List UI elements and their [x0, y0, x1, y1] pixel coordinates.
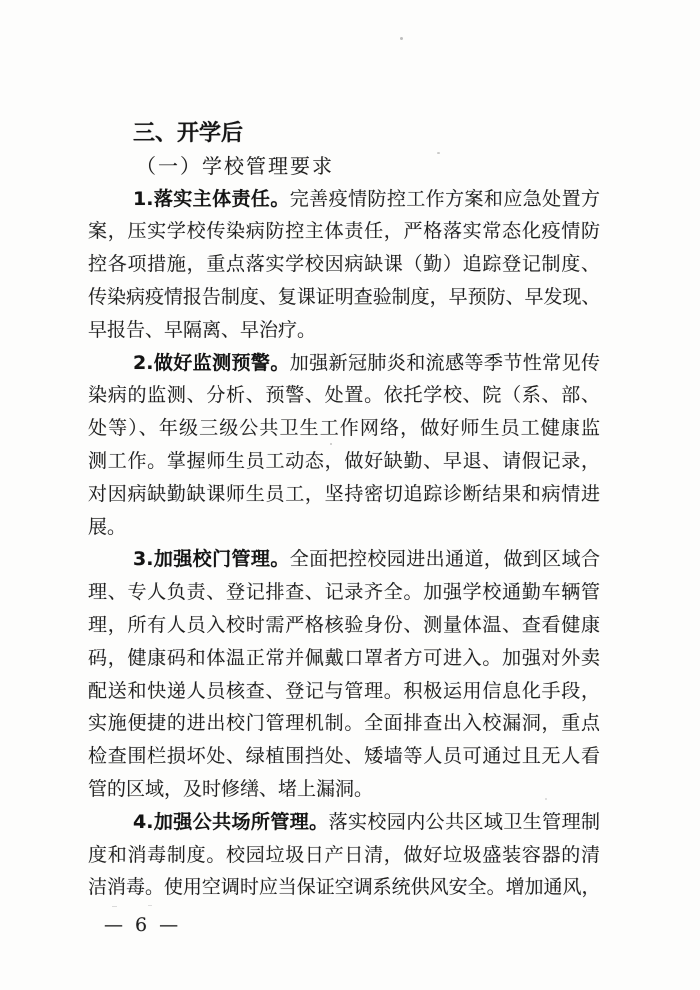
paragraph-3-line: 实施便捷的进出校门管理机制。全面排查出入校漏洞，重点: [88, 712, 600, 735]
line-text: 落实校园内公共区域卫生管理制: [328, 810, 600, 833]
subsection-heading: （一）学校管理要求: [136, 154, 334, 178]
paragraph-2-line: [88, 347, 600, 380]
document-body: [88, 117, 600, 904]
paragraph-1-line: 早报告、早隔离、早治疗。: [88, 318, 317, 341]
section-heading: 三、开学后: [133, 121, 244, 146]
paragraph-2-line: 染病的监测、分析、预警、处置。依托学校、院（系、部、: [88, 384, 600, 407]
scan-speck: [148, 905, 152, 906]
paragraph-2-line: 处等）、年级三级公共卫生工作网络，做好师生员工健康监: [88, 417, 600, 440]
paragraph-3-line: 理，所有人员入校时需严格核验身份、测量体温、查看健康: [88, 613, 600, 636]
scan-speck: [400, 37, 403, 40]
scan-speck: [112, 906, 117, 907]
paragraph-1-line: 控各项措施，重点落实学校因病缺课（勤）追踪登记制度、: [88, 253, 600, 276]
paragraph-4-line: 洁消毒。使用空调时应当保证空调系统供风安全。增加通风，: [88, 876, 600, 899]
paragraph-3-line: 管的区域，及时修缮、堵上漏洞。: [88, 777, 374, 800]
page-number: — 6 —: [104, 914, 182, 936]
paragraph-3-line: 理、专人负责、登记排查、记录齐全。加强学校通勤车辆管: [88, 581, 600, 604]
scan-speck: [545, 798, 547, 800]
paragraph-3-line: 检查围栏损坏处、绿植围挡处、矮墙等人员可通过且无人看: [88, 745, 600, 768]
paragraph-3-line: 码，健康码和体温正常并佩戴口罩者方可进入。加强对外卖: [88, 646, 600, 669]
paragraph-2-line: 测工作。掌握师生员工动态，做好缺勤、早退、请假记录，: [88, 449, 600, 472]
paragraph-1-lead: 1.落实主体责任。: [133, 187, 290, 210]
scan-speck: [330, 443, 332, 445]
paragraph-2-line: 对因病缺勤缺课师生员工，坚持密切追踪诊断结果和病情进: [88, 482, 600, 505]
paragraph-2-line: 展。: [88, 515, 127, 538]
paragraph-4-line: 度和消毒制度。校园垃圾日产日清，做好垃圾盛装容器的清: [88, 843, 600, 866]
paragraph-4-lead: 4.加强公共场所管理。: [133, 810, 329, 833]
line-text: 完善疫情防控工作方案和应急处置方: [289, 187, 600, 210]
paragraph-1-line: 传染病疫情报告制度、复课证明查验制度，早预防、早发现、: [88, 285, 600, 308]
paragraph-2-lead: 2.做好监测预警。: [133, 351, 290, 374]
paragraph-1-line: [88, 183, 600, 216]
paragraph-3-line: [88, 543, 600, 576]
line-text: 全面把控校园进出通道，做到区域合: [289, 548, 600, 571]
line-text: 加强新冠肺炎和流感等季节性常见传: [289, 351, 600, 374]
paragraph-3-line: 配送和快递人员核查、登记与管理。积极运用信息化手段，: [88, 679, 600, 702]
paragraph-4-line: [88, 806, 600, 839]
paragraph-1-line: 案，压实学校传染病防控主体责任，严格落实常态化疫情防: [88, 220, 600, 243]
paragraph-3-lead: 3.加强校门管理。: [133, 548, 290, 571]
scan-speck: [437, 152, 440, 154]
